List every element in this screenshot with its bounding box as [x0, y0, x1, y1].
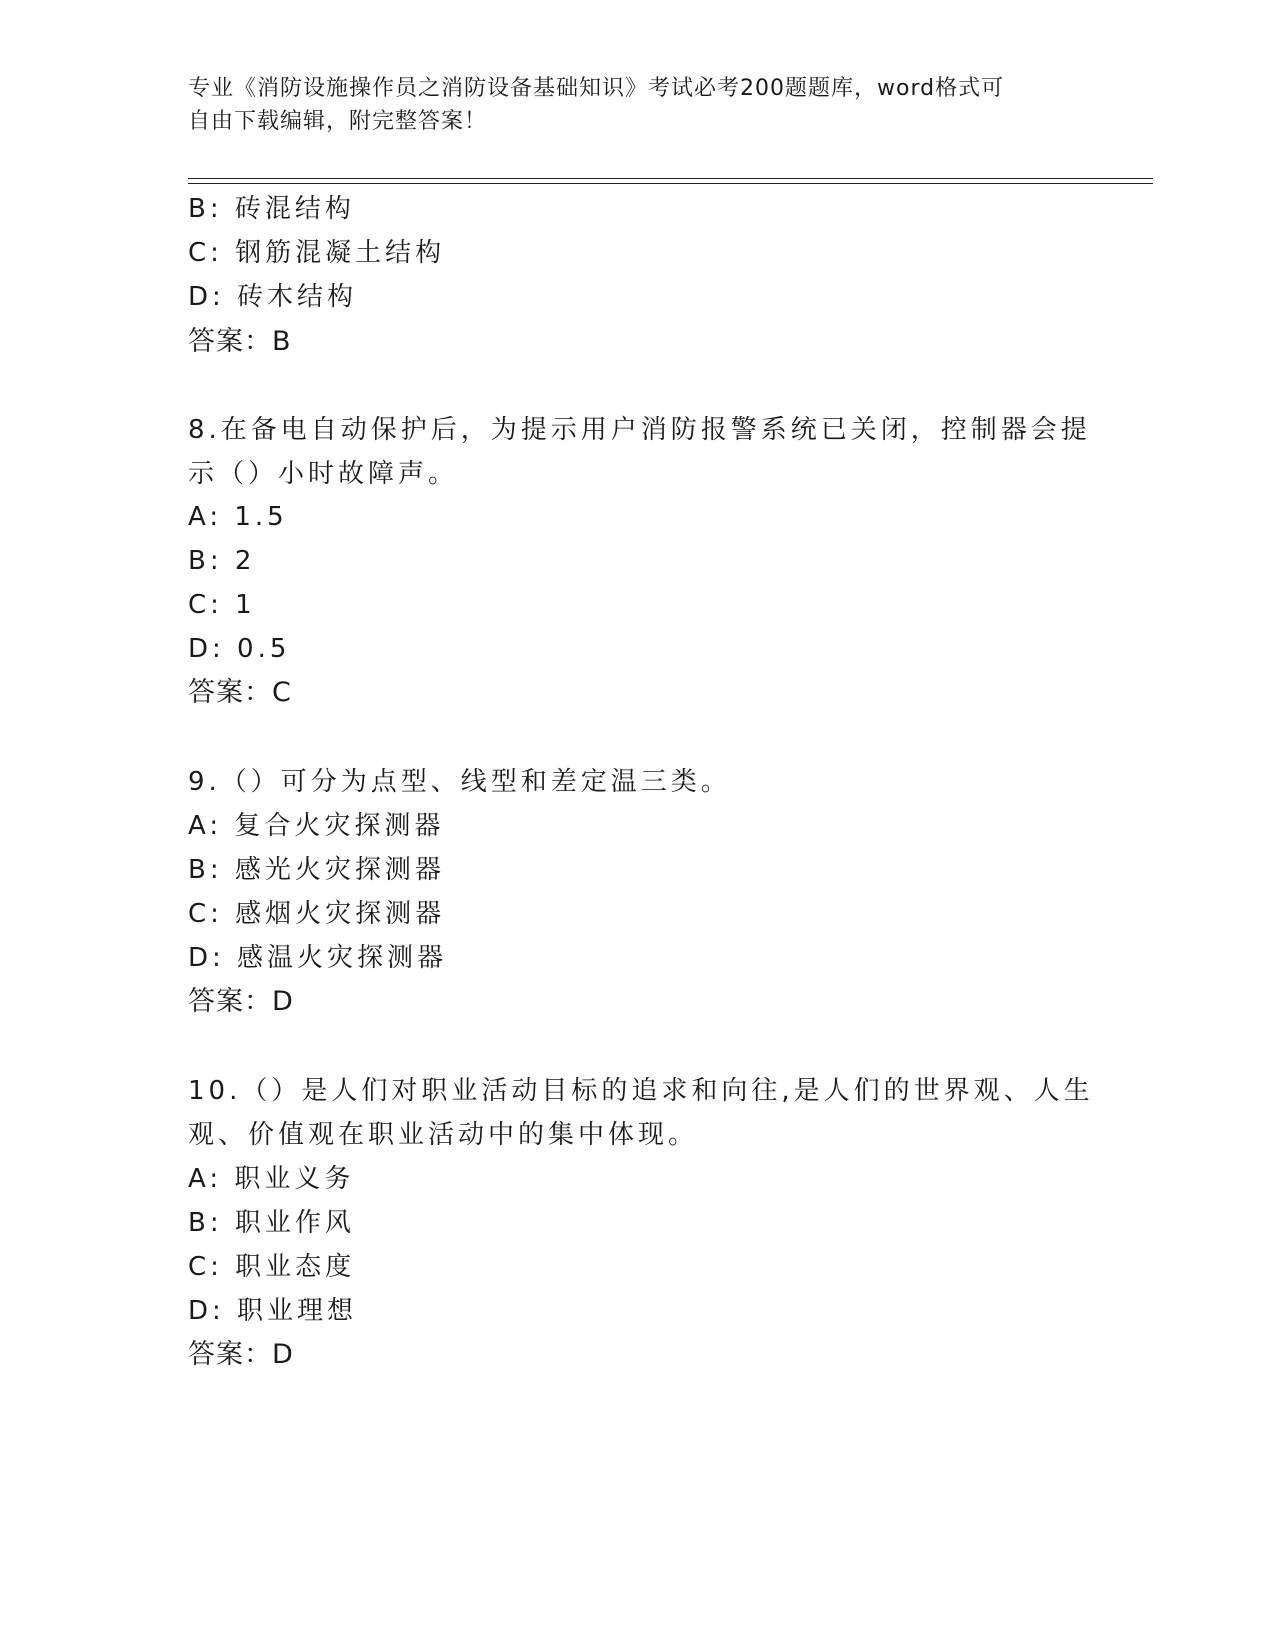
q10-option-c: C: 职业态度: [188, 1252, 356, 1282]
q7-option-c: C: 钢筋混凝土结构: [188, 238, 446, 268]
q10-option-a: A: 职业义务: [188, 1164, 355, 1194]
header-divider-bottom: [188, 183, 1153, 184]
q8-option-b: B: 2: [188, 546, 256, 576]
document-header: [188, 72, 1068, 138]
q9-answer: 答案：D: [188, 986, 294, 1017]
q7-answer: 答案：B: [188, 326, 292, 357]
q9-option-c: C: 感烟火灾探测器: [188, 899, 446, 929]
header-title-line-2: 自由下载编辑，附完整答案！: [188, 109, 488, 134]
q10-stem-line-2: 观、价值观在职业活动中的集中体现。: [188, 1120, 699, 1150]
q9-option-d: D: 感温火灾探测器: [188, 943, 448, 973]
q8-option-a: A: 1.5: [188, 502, 288, 532]
q8-option-c: C: 1: [188, 590, 256, 620]
q7-option-b: B: 砖混结构: [188, 194, 355, 224]
q10-option-b: B: 职业作风: [188, 1208, 355, 1238]
q8-stem-line-2: 示（）小时故障声。: [188, 459, 459, 489]
q8-answer: 答案：C: [188, 677, 292, 708]
q8-stem-line-1: 8.在备电自动保护后，为提示用户消防报警系统已关闭，控制器会提: [188, 415, 1091, 445]
q9-option-a: A: 复合火灾探测器: [188, 811, 445, 841]
q9-option-b: B: 感光火灾探测器: [188, 855, 445, 885]
header-title-line-1: 专业《消防设施操作员之消防设备基础知识》考试必考200题题库，word格式可: [188, 76, 1005, 101]
q10-answer: 答案：D: [188, 1339, 294, 1370]
q9-stem-line-1: 9.（）可分为点型、线型和差定温三类。: [188, 767, 731, 797]
q8-option-d: D: 0.5: [188, 634, 291, 664]
q10-option-d: D: 职业理想: [188, 1296, 358, 1326]
q10-stem-line-1: 10.（）是人们对职业活动目标的追求和向往,是人们的世界观、人生: [188, 1076, 1094, 1106]
header-divider-top: [188, 178, 1153, 179]
q7-option-d: D: 砖木结构: [188, 282, 358, 312]
